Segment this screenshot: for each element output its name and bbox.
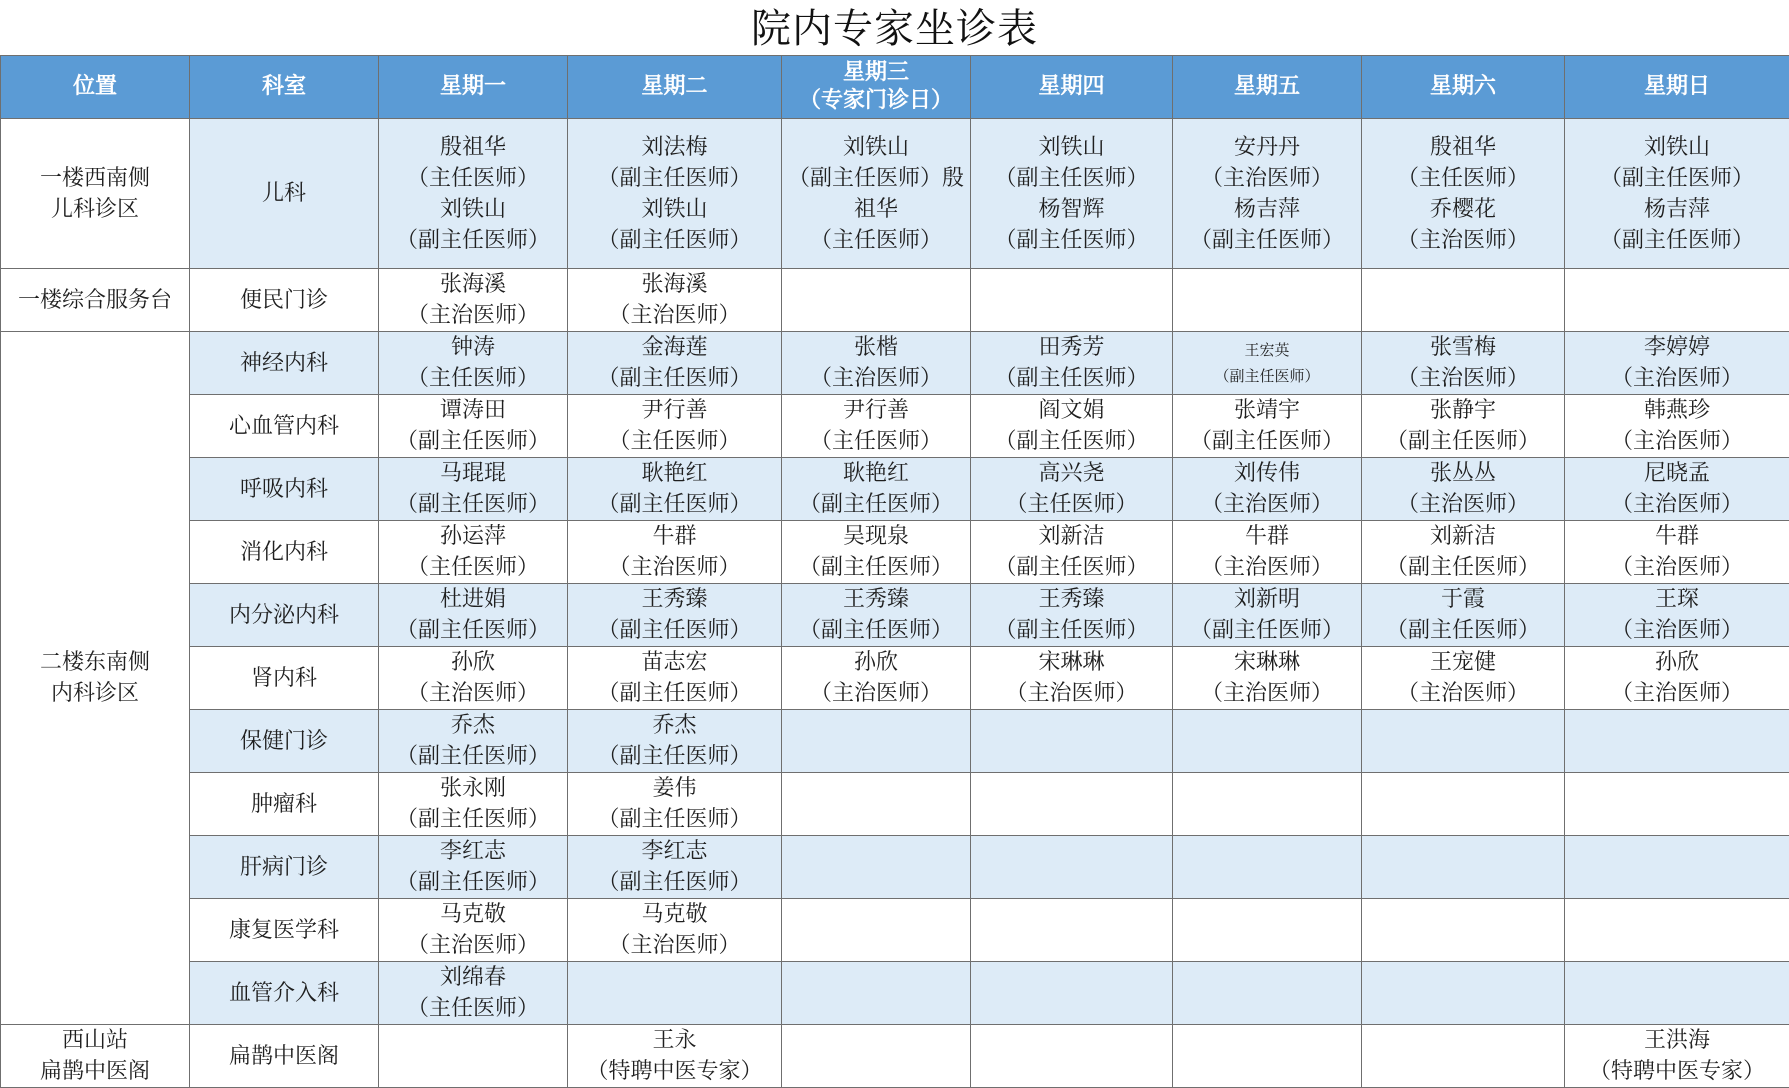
doctor-cell [782, 458, 971, 521]
doctor-name: 耿艳红 [568, 458, 781, 489]
doctor-title: （副主任医师） [1173, 426, 1361, 457]
doctor-cell [379, 899, 568, 962]
doctor-cell [1362, 521, 1565, 584]
doctor-title: （副主任医师） [568, 804, 781, 835]
doctor-cell [971, 521, 1173, 584]
doctor-name: 乔杰 [568, 710, 781, 741]
doctor-name: 孙欣 [379, 647, 567, 678]
doctor-title: （主任医师） [1362, 163, 1564, 194]
header-friday: 星期五 [1173, 56, 1362, 119]
doctor-title: （主治医师） [1565, 489, 1789, 520]
doctor-title: （主治医师） [568, 552, 781, 583]
doctor-cell [379, 269, 568, 332]
doctor-title: （主治医师） [1565, 678, 1789, 709]
doctor-name: 刘铁山 [971, 132, 1172, 163]
doctor-name: 牛群 [568, 521, 781, 552]
empty-cell [971, 899, 1173, 962]
location-cell [1, 119, 190, 269]
doctor-title: （主治医师） [568, 300, 781, 331]
doctor-title: （副主任医师） [568, 363, 781, 394]
doctor-name: 钟涛 [379, 332, 567, 363]
empty-cell [782, 710, 971, 773]
doctor-cell [782, 584, 971, 647]
empty-cell [1362, 836, 1565, 899]
table-row [1, 710, 1789, 773]
doctor-title: （副主任医师） [568, 163, 781, 194]
location-line: 二楼东南侧 [1, 647, 189, 678]
doctor-cell [379, 521, 568, 584]
doctor-cell [379, 332, 568, 395]
doctor-title: （副主任医师） [568, 678, 781, 709]
location-cell: 一楼综合服务台 [1, 269, 190, 332]
doctor-name: 阎文娟 [971, 395, 1172, 426]
table-row [1, 1025, 1789, 1088]
doctor-title: （副主任医师） [379, 225, 567, 256]
doctor-name: 张楷 [782, 332, 970, 363]
department-cell: 保健门诊 [190, 710, 379, 773]
doctor-name: 殷祖华 [1362, 132, 1564, 163]
header-monday: 星期一 [379, 56, 568, 119]
doctor-name: 李红志 [379, 836, 567, 867]
doctor-title: （特聘中医专家） [1565, 1056, 1789, 1087]
table-row [1, 458, 1789, 521]
empty-cell [971, 269, 1173, 332]
table-row [1, 773, 1789, 836]
doctor-title: （副主任医师） [971, 225, 1172, 256]
empty-cell [971, 710, 1173, 773]
empty-cell [1362, 962, 1565, 1025]
doctor-cell [971, 458, 1173, 521]
doctor-name: 宋琳琳 [971, 647, 1172, 678]
table-row [1, 899, 1789, 962]
table-row [1, 962, 1789, 1025]
department-cell: 肿瘤科 [190, 773, 379, 836]
department-cell: 肾内科 [190, 647, 379, 710]
empty-cell [1565, 899, 1789, 962]
doctor-cell [568, 332, 782, 395]
doctor-title: （副主任医师） [971, 163, 1172, 194]
doctor-title: （主治医师） [1362, 489, 1564, 520]
doctor-title: （主治医师） [379, 300, 567, 331]
doctor-name: 张永刚 [379, 773, 567, 804]
doctor-name: 王秀臻 [568, 584, 781, 615]
doctor-name: 王秀臻 [971, 584, 1172, 615]
doctor-name: 耿艳红 [782, 458, 970, 489]
department-cell: 扁鹊中医阁 [190, 1025, 379, 1088]
doctor-title: （主任医师） [568, 426, 781, 457]
table-row [1, 521, 1789, 584]
doctor-title: （主任医师） [379, 552, 567, 583]
doctor-cell [1362, 584, 1565, 647]
table-row [1, 584, 1789, 647]
doctor-name: 张静宇 [1362, 395, 1564, 426]
doctor-title: （主治医师） [1362, 225, 1564, 256]
doctor-name: 田秀芳 [971, 332, 1172, 363]
doctor-cell [379, 647, 568, 710]
table-row [1, 395, 1789, 458]
doctor-name: 张雪梅 [1362, 332, 1564, 363]
doctor-name: 刘新明 [1173, 584, 1361, 615]
doctor-name: 马克敬 [568, 899, 781, 930]
department-cell: 神经内科 [190, 332, 379, 395]
table-row [1, 647, 1789, 710]
doctor-title: （主治医师） [568, 930, 781, 961]
location-line: 西山站 [1, 1025, 189, 1056]
doctor-name: 李婷婷 [1565, 332, 1789, 363]
doctor-cell [568, 773, 782, 836]
doctor-cell [568, 269, 782, 332]
doctor-name: 刘新洁 [1362, 521, 1564, 552]
doctor-title: （副主任医师） [568, 741, 781, 772]
header-row [1, 56, 1789, 119]
doctor-title: （主治医师） [1173, 489, 1361, 520]
doctor-cell [379, 710, 568, 773]
empty-cell [1173, 962, 1362, 1025]
department-cell: 便民门诊 [190, 269, 379, 332]
doctor-name: 金海莲 [568, 332, 781, 363]
header-sunday: 星期日 [1565, 56, 1789, 119]
department-cell: 康复医学科 [190, 899, 379, 962]
doctor-title: （副主任医师） [568, 867, 781, 898]
doctor-title: （主治医师） [1565, 615, 1789, 646]
doctor-name: 尹行善 [782, 395, 970, 426]
empty-cell [971, 962, 1173, 1025]
schedule-table [0, 55, 1789, 1088]
header-wednesday-note: （专家门诊日） [782, 87, 970, 115]
doctor-title: （副主任医师） [1173, 363, 1361, 389]
doctor-name: 刘绵春 [379, 962, 567, 993]
doctor-title: （副主任医师） [782, 489, 970, 520]
empty-cell [971, 836, 1173, 899]
doctor-cell [1362, 395, 1565, 458]
doctor-cell [782, 521, 971, 584]
doctor-title: （副主任医师） [782, 552, 970, 583]
doctor-name: 杨吉萍 [1173, 194, 1361, 225]
empty-cell [568, 962, 782, 1025]
doctor-title: （副主任医师） [1362, 552, 1564, 583]
department-cell: 血管介入科 [190, 962, 379, 1025]
doctor-name: 姜伟 [568, 773, 781, 804]
doctor-cell [568, 899, 782, 962]
doctor-title: （主治医师） [971, 678, 1172, 709]
location-line: 一楼西南侧 [1, 163, 189, 194]
empty-cell [379, 1025, 568, 1088]
doctor-title: （主治医师） [1173, 552, 1361, 583]
empty-cell [1565, 962, 1789, 1025]
doctor-title: （特聘中医专家） [568, 1056, 781, 1087]
empty-cell [1565, 836, 1789, 899]
doctor-cell [971, 647, 1173, 710]
header-tuesday: 星期二 [568, 56, 782, 119]
doctor-name: 孙欣 [782, 647, 970, 678]
doctor-name: 安丹丹 [1173, 132, 1361, 163]
doctor-cell [568, 836, 782, 899]
empty-cell [971, 773, 1173, 836]
doctor-name: 刘铁山 [782, 132, 970, 163]
doctor-title: （主任医师） [971, 489, 1172, 520]
empty-cell [1362, 1025, 1565, 1088]
doctor-cell [1565, 458, 1789, 521]
empty-cell [1173, 710, 1362, 773]
doctor-name: 吴现泉 [782, 521, 970, 552]
header-saturday: 星期六 [1362, 56, 1565, 119]
doctor-title: （主任医师） [379, 363, 567, 394]
doctor-title: （副主任医师） [971, 615, 1172, 646]
doctor-title: （主治医师） [782, 363, 970, 394]
page-title: 院内专家坐诊表 [0, 0, 1789, 55]
doctor-cell [568, 119, 782, 269]
doctor-cell [1173, 521, 1362, 584]
doctor-name: 王永 [568, 1025, 781, 1056]
doctor-name: 孙运萍 [379, 521, 567, 552]
doctor-title: （副主任医师） [379, 489, 567, 520]
doctor-name: 尼晓孟 [1565, 458, 1789, 489]
empty-cell [1173, 1025, 1362, 1088]
doctor-cell [1362, 647, 1565, 710]
doctor-cell [782, 395, 971, 458]
table-row [1, 269, 1789, 332]
empty-cell [1565, 773, 1789, 836]
doctor-cell [379, 584, 568, 647]
doctor-title: （主治医师） [379, 930, 567, 961]
doctor-title: （主任医师） [782, 426, 970, 457]
doctor-name: 马琨琨 [379, 458, 567, 489]
doctor-title: （副主任医师） [1173, 615, 1361, 646]
doctor-name: 李红志 [568, 836, 781, 867]
location-line: 内科诊区 [1, 678, 189, 709]
doctor-cell [568, 647, 782, 710]
doctor-name: 牛群 [1565, 521, 1789, 552]
doctor-title: （主治医师） [379, 678, 567, 709]
doctor-cell [971, 119, 1173, 269]
empty-cell [1173, 899, 1362, 962]
doctor-title: （主治医师） [1565, 552, 1789, 583]
doctor-title: （主治医师） [1362, 363, 1564, 394]
doctor-title: （副主任医师） [568, 225, 781, 256]
doctor-cell [1173, 584, 1362, 647]
doctor-title: （副主任医师） [568, 489, 781, 520]
doctor-name: 殷祖华 [379, 132, 567, 163]
doctor-cell [379, 458, 568, 521]
doctor-name: 刘传伟 [1173, 458, 1361, 489]
doctor-title: （主治医师） [782, 678, 970, 709]
table-row [1, 119, 1789, 269]
department-cell: 肝病门诊 [190, 836, 379, 899]
doctor-title: （主任医师） [379, 993, 567, 1024]
doctor-name: 杜进娟 [379, 584, 567, 615]
doctor-cell [379, 773, 568, 836]
doctor-title: （主治医师） [1565, 363, 1789, 394]
doctor-name: 刘法梅 [568, 132, 781, 163]
empty-cell [782, 836, 971, 899]
doctor-name: 张海溪 [379, 269, 567, 300]
doctor-name: 刘铁山 [568, 194, 781, 225]
doctor-cell [971, 395, 1173, 458]
doctor-title: （主任医师） [379, 163, 567, 194]
doctor-name: 刘铁山 [379, 194, 567, 225]
department-cell: 儿科 [190, 119, 379, 269]
doctor-title: （副主任医师） [971, 426, 1172, 457]
doctor-cell [782, 332, 971, 395]
doctor-title: （副主任医师） [568, 615, 781, 646]
empty-cell [1565, 269, 1789, 332]
doctor-cell [379, 962, 568, 1025]
doctor-title: （副主任医师） [1173, 225, 1361, 256]
doctor-name: 张海溪 [568, 269, 781, 300]
doctor-title: （副主任医师） [782, 615, 970, 646]
doctor-title: （副主任医师） [379, 615, 567, 646]
doctor-cell [971, 332, 1173, 395]
empty-cell [1362, 269, 1565, 332]
doctor-cell [782, 119, 971, 269]
location-line: 扁鹊中医阁 [1, 1056, 189, 1087]
empty-cell [782, 773, 971, 836]
doctor-name: 王宏英 [1173, 337, 1361, 363]
doctor-cell [1565, 584, 1789, 647]
doctor-cell [568, 395, 782, 458]
department-cell: 内分泌内科 [190, 584, 379, 647]
doctor-cell [1173, 119, 1362, 269]
header-location: 位置 [1, 56, 190, 119]
header-thursday: 星期四 [971, 56, 1173, 119]
doctor-title: （主治医师） [1173, 163, 1361, 194]
department-cell: 消化内科 [190, 521, 379, 584]
empty-cell [1173, 773, 1362, 836]
doctor-name: 张靖宇 [1173, 395, 1361, 426]
doctor-name: 马克敬 [379, 899, 567, 930]
location-cell [1, 332, 190, 1025]
doctor-title: （主治医师） [1565, 426, 1789, 457]
doctor-title: （副主任医师） [1362, 615, 1564, 646]
header-department: 科室 [190, 56, 379, 119]
doctor-name: 孙欣 [1565, 647, 1789, 678]
empty-cell [1173, 269, 1362, 332]
empty-cell [1362, 899, 1565, 962]
doctor-name: 杨智辉 [971, 194, 1172, 225]
doctor-cell [1565, 647, 1789, 710]
empty-cell [782, 1025, 971, 1088]
doctor-name: 王宠健 [1362, 647, 1564, 678]
doctor-title: （副主任医师） [971, 552, 1172, 583]
doctor-cell [568, 1025, 782, 1088]
doctor-cell [568, 458, 782, 521]
doctor-cell [1173, 395, 1362, 458]
doctor-cell [1565, 395, 1789, 458]
doctor-title: （主治医师） [1173, 678, 1361, 709]
doctor-cell [379, 395, 568, 458]
table-row [1, 836, 1789, 899]
department-cell: 呼吸内科 [190, 458, 379, 521]
doctor-cell [782, 647, 971, 710]
empty-cell [971, 1025, 1173, 1088]
location-line: 儿科诊区 [1, 194, 189, 225]
doctor-name: 王秀臻 [782, 584, 970, 615]
doctor-title: （副主任医师） [1362, 426, 1564, 457]
doctor-name: 王洪海 [1565, 1025, 1789, 1056]
location-cell [1, 1025, 190, 1088]
doctor-name: 乔樱花 [1362, 194, 1564, 225]
doctor-name: 高兴尧 [971, 458, 1172, 489]
empty-cell [782, 962, 971, 1025]
doctor-title: （副主任医师） [379, 426, 567, 457]
doctor-cell [568, 710, 782, 773]
doctor-name: 尹行善 [568, 395, 781, 426]
department-cell: 心血管内科 [190, 395, 379, 458]
table-row [1, 332, 1789, 395]
doctor-name: 杨吉萍 [1565, 194, 1789, 225]
doctor-cell [1173, 647, 1362, 710]
doctor-cell [1173, 458, 1362, 521]
doctor-cell [1362, 332, 1565, 395]
doctor-title: （副主任医师） [1565, 225, 1789, 256]
doctor-name: 张丛丛 [1362, 458, 1564, 489]
doctor-cell [568, 521, 782, 584]
doctor-title: （副主任医师）殷 [782, 163, 970, 194]
doctor-name: 刘铁山 [1565, 132, 1789, 163]
empty-cell [782, 899, 971, 962]
doctor-name: 乔杰 [379, 710, 567, 741]
doctor-title: （副主任医师） [379, 867, 567, 898]
doctor-cell [971, 584, 1173, 647]
header-wednesday-label: 星期三 [782, 59, 970, 87]
doctor-title: （副主任医师） [379, 804, 567, 835]
doctor-cell [1565, 332, 1789, 395]
doctor-name: 于霞 [1362, 584, 1564, 615]
doctor-cell [1362, 458, 1565, 521]
empty-cell [1362, 773, 1565, 836]
doctor-cell [568, 584, 782, 647]
empty-cell [1565, 710, 1789, 773]
empty-cell [1362, 710, 1565, 773]
doctor-title: （副主任医师） [971, 363, 1172, 394]
doctor-title: （副主任医师） [1565, 163, 1789, 194]
doctor-cell [1362, 119, 1565, 269]
doctor-title: （主治医师） [1362, 678, 1564, 709]
doctor-title: （副主任医师） [379, 741, 567, 772]
doctor-cell [379, 119, 568, 269]
doctor-name: 谭涛田 [379, 395, 567, 426]
doctor-cell [1565, 1025, 1789, 1088]
doctor-name: 苗志宏 [568, 647, 781, 678]
doctor-name: 韩燕珍 [1565, 395, 1789, 426]
doctor-name: 刘新洁 [971, 521, 1172, 552]
empty-cell [782, 269, 971, 332]
doctor-cell [1173, 332, 1362, 395]
doctor-title: （主任医师） [782, 225, 970, 256]
doctor-name: 宋琳琳 [1173, 647, 1361, 678]
doctor-cell [379, 836, 568, 899]
header-wednesday [782, 56, 971, 119]
doctor-cell [1565, 521, 1789, 584]
doctor-cell [1565, 119, 1789, 269]
doctor-name: 王琛 [1565, 584, 1789, 615]
doctor-name: 牛群 [1173, 521, 1361, 552]
empty-cell [1173, 836, 1362, 899]
doctor-name: 祖华 [782, 194, 970, 225]
